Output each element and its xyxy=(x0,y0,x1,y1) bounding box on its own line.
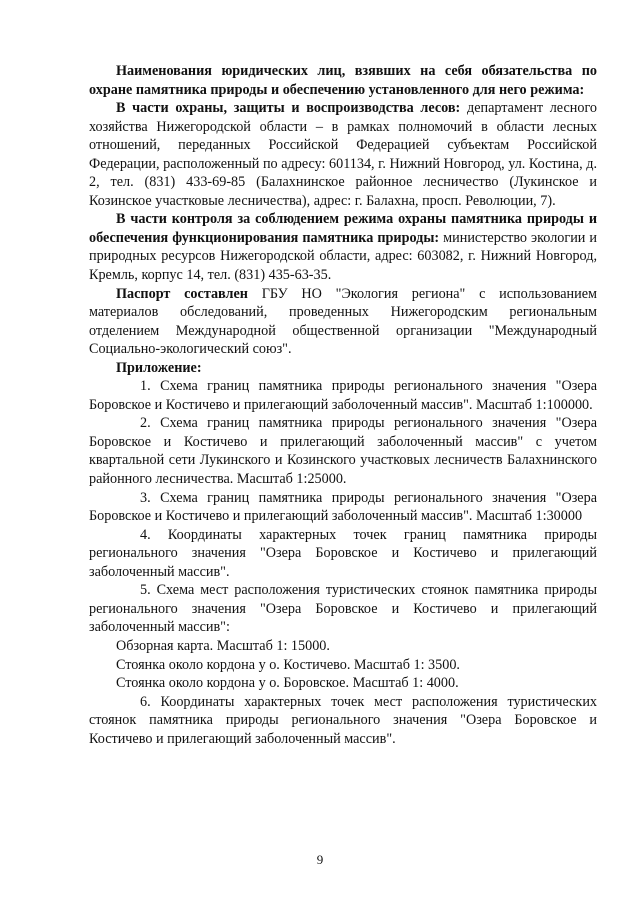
appendix-item-4: 4. Координаты характерных точек границ памятника природы регионального значения "Озера Боровское и Костичево и прилегающий заболоченный массив". xyxy=(89,526,597,580)
appendix-subitem-kostichevo-camp: Стоянка около кордона у о. Костичево. Масштаб 1: 3500. xyxy=(116,656,460,673)
appendix-heading: Приложение: xyxy=(116,359,202,376)
page-content xyxy=(89,62,597,748)
paragraph-lead: Паспорт составлен xyxy=(116,285,248,302)
paragraph-regime-control xyxy=(89,210,597,284)
appendix-item-6: 6. Координаты характерных точек мест расположения туристических стоянок памятника природы регионального значения "Озера Боровское и Костичево и прилегающий заболоченный массив". xyxy=(89,693,597,747)
paragraph-text: департамент лесного хозяйства Нижегородской области – в рамках полномочий в области лесных отношений, переданных Российской Федерацией субъектам Российской Федерации, расположенный по адресу: 601134, г. Нижний Новгород, ул. Костина, д. 2, тел. (831) 433-69-85 (Балахнинское районное лесничество (Лукинское и Козинское участковые лесничества), адрес: г. Балахна, просп. Революции, 7). xyxy=(89,100,598,209)
paragraph-text: министерство экологии и природных ресурсов Нижегородской области, адрес: 603082, г. Нижний Новгород, Кремль, корпус 14, тел. (831) 435-63-35. xyxy=(89,229,597,284)
appendix-item-5: 5. Схема мест расположения туристических стоянок памятника природы регионального значения "Озера Боровское и Костичево и прилегающий заболоченный массив": xyxy=(89,582,597,636)
appendix-item-2: 2. Схема границ памятника природы регионального значения "Озера Боровское и Костичево и прилегающий заболоченный массив" с учетом квартальной сети Лукинского и Козинского участковых лесничеств Балахнинского районного лесничества. Масштаб 1:25000. xyxy=(89,415,597,488)
section-title: Наименования юридических лиц, взявших на себя обязательства по охране памятника природы и обеспечению установленного для него режима: xyxy=(89,63,597,98)
paragraph-text: ГБУ НО "Экология региона" с использованием материалов обследований, проведенных Нижегородским региональным отделением Международной общественной организации "Международный Социально-экологический союз". xyxy=(89,285,597,358)
paragraph-passport-author xyxy=(89,285,597,359)
paragraph-lead: В части охраны, защиты и воспроизводства лесов: xyxy=(116,100,461,117)
appendix-item-1: 1. Схема границ памятника природы регионального значения "Озера Боровское и Костичево и прилегающий заболоченный массив". Масштаб 1:100000. xyxy=(89,378,597,413)
appendix-item-3: 3. Схема границ памятника природы регионального значения "Озера Боровское и Костичево и прилегающий заболоченный массив". Масштаб 1:30000 xyxy=(89,489,597,525)
page-number: 9 xyxy=(316,852,324,867)
paragraph-forest-protection xyxy=(89,99,597,210)
appendix-subitem-overview-map: Обзорная карта. Масштаб 1: 15000. xyxy=(116,637,330,654)
paragraph-lead: В части контроля за соблюдением режима охраны памятника природы и обеспечения функционирования памятника природы: xyxy=(89,211,597,246)
appendix-subitem-borovskoe-camp: Стоянка около кордона у о. Боровское. Масштаб 1: 4000. xyxy=(116,675,459,692)
